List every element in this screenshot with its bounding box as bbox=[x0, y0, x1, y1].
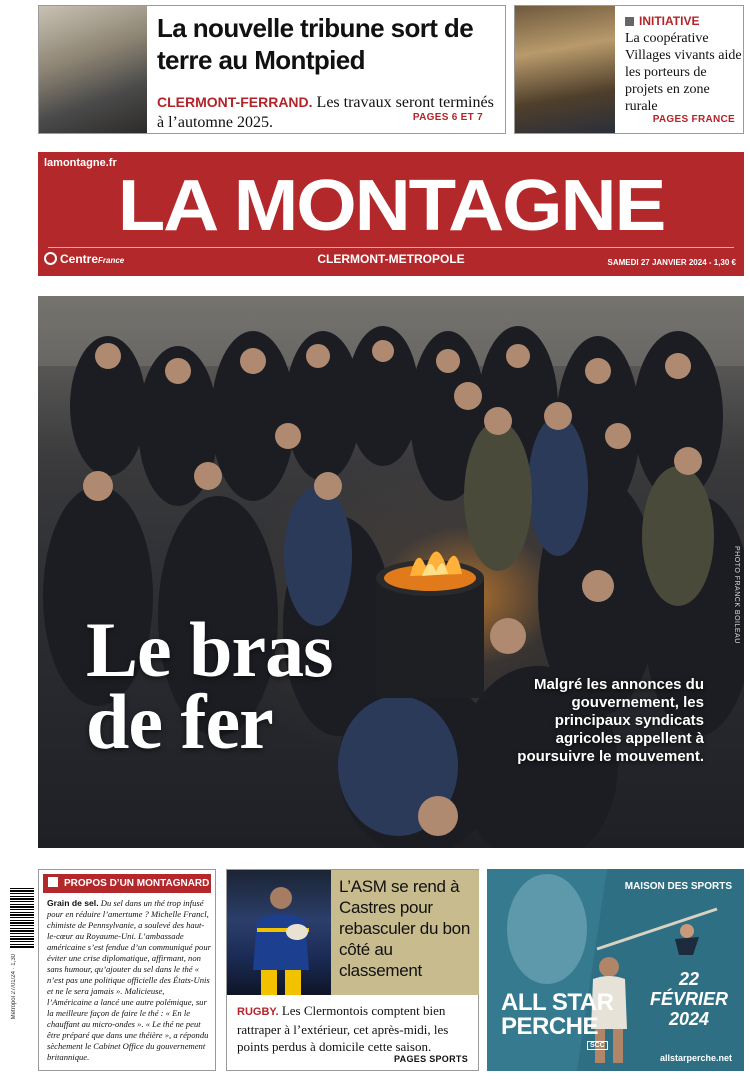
teaser-asm[interactable] bbox=[226, 869, 479, 1071]
teaser-text: Les travaux seront terminés à l’automne 2025. bbox=[157, 94, 494, 131]
teaser-kicker: INITIATIVE bbox=[625, 14, 699, 28]
column-header: PROPOS D’UN MONTAGNARD bbox=[43, 874, 211, 893]
ad-venue: MAISON DES SPORTS bbox=[624, 881, 732, 892]
site-link[interactable]: lamontagne.fr bbox=[44, 157, 117, 169]
lead-deck: Malgré les annonces du gouvernement, les principaux syndicats agricoles appellent à poursuivre le mouvement. bbox=[517, 676, 704, 765]
barcode bbox=[8, 888, 34, 1073]
ad-date: 22 FÉVRIER 2024 bbox=[649, 969, 728, 1029]
column-body: Du sel dans un thé trop infusé pour en réduire l’amertume ? Michelle Francl, chimiste de Pennsylvanie, a soulevé des haut-le-cœur au Royaume-Uni. L’ambassade américaine s’est fendue d’un communiqué pour éviter une crise diplomatique, affirmant, non sans humour, qu’ajouter du sel dans le thé « n’est pas une politique officielle des États-Unis et ne le sera jamais ». Malicieuse, l’Américaine a lancé une autre polémique, sur la meilleure façon de faire le thé : « En le chauffant au micro-ondes ». « Le thé ne peut être préparé que dans une théière », a répondu sèchement le Cabinet Office du gouvernement britannique. bbox=[47, 898, 211, 1062]
masthead bbox=[38, 152, 744, 276]
photo-credit: PHOTO FRANCK BOILEAU bbox=[733, 546, 740, 644]
column-title: Grain de sel. bbox=[47, 898, 99, 908]
asm-headline-box bbox=[331, 870, 479, 995]
ad-url[interactable]: allstarperche.net bbox=[659, 1053, 732, 1063]
group-logo: CentreFrance bbox=[44, 252, 124, 266]
lead-headline[interactable]: Le bras de fer bbox=[86, 606, 333, 765]
teaser-tribune[interactable] bbox=[38, 5, 506, 134]
square-icon bbox=[48, 877, 58, 887]
barcode-text: Metropol 27/01/24 · 1,30 bbox=[11, 954, 17, 1020]
initiative-photo bbox=[515, 6, 615, 133]
teaser-title: La nouvelle tribune sort de terre au Montpied bbox=[157, 13, 474, 75]
asm-headline: L’ASM se rend à Castres pour rebasculer du bon côté au classement bbox=[339, 877, 470, 980]
rugby-player-illustration bbox=[227, 870, 331, 995]
asm-text: Les Clermontois comptent bien rattraper à l’extérieur, cet après-midi, les points perdus à domicile cette saison. bbox=[237, 1003, 449, 1054]
teaser-text: La coopérative Villages vivants aide les porteurs de projets en zone rurale bbox=[625, 31, 742, 114]
masthead-rule bbox=[48, 247, 734, 248]
dateline: SAMEDI 27 JANVIER 2024 - 1,30 € bbox=[607, 258, 736, 267]
rugby-photo bbox=[227, 870, 331, 995]
asm-pages: PAGES SPORTS bbox=[394, 1054, 468, 1064]
ad-event-name: ALL STAR PERCHE bbox=[501, 989, 614, 1040]
lead-photo[interactable] bbox=[38, 296, 744, 848]
ad-sponsor: SCC bbox=[587, 1041, 608, 1050]
tribune-photo bbox=[39, 6, 147, 133]
teaser-pages: PAGES 6 ET 7 bbox=[412, 112, 483, 123]
barcode-bars bbox=[10, 888, 34, 948]
ad-all-star-perche[interactable] bbox=[487, 869, 744, 1071]
newspaper-title: LA MONTAGNE bbox=[117, 166, 665, 246]
column-text bbox=[47, 898, 211, 1063]
teaser-initiative[interactable] bbox=[514, 5, 744, 134]
teaser-pages: PAGES FRANCE bbox=[652, 114, 735, 125]
column-propos[interactable] bbox=[38, 869, 216, 1071]
asm-city: RUGBY. bbox=[237, 1006, 279, 1018]
teaser-city: CLERMONT-FERRAND. bbox=[157, 94, 313, 110]
square-icon bbox=[625, 17, 634, 26]
edition-name: CLERMONT-METROPOLE bbox=[317, 252, 465, 266]
asm-lead bbox=[237, 1002, 473, 1055]
